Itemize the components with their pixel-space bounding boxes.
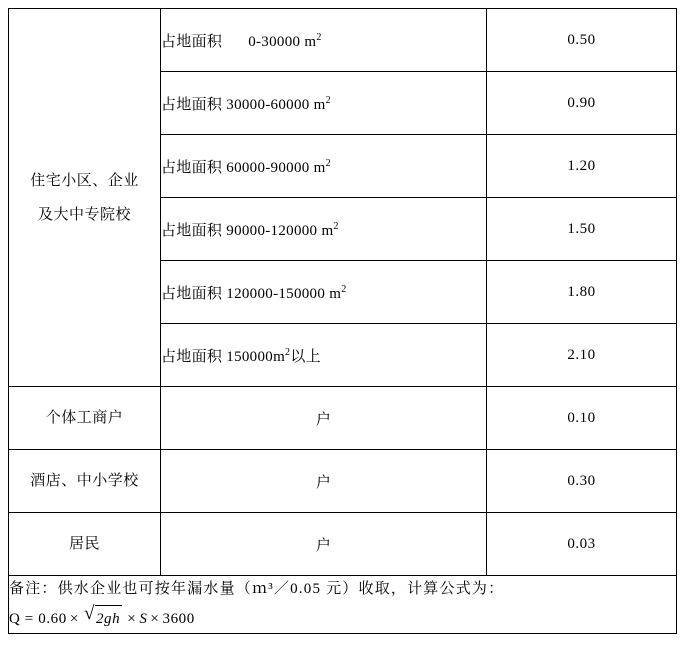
category-cell-hotel-school <box>9 450 161 513</box>
description-cell <box>161 324 487 387</box>
description-cell <box>161 198 487 261</box>
description-cell <box>161 261 487 324</box>
unit-exponent: 2 <box>325 157 331 169</box>
value-cell: 0.30 <box>487 450 677 513</box>
category-line-2: 及大中专院校 <box>37 206 131 223</box>
category-label: 酒店、中小学校 <box>30 473 139 489</box>
formula-area: S <box>139 611 148 627</box>
value-cell: 1.20 <box>487 135 677 198</box>
description-range: 150000m <box>226 348 286 365</box>
formula-equals: = <box>24 611 34 627</box>
table-row <box>9 513 677 576</box>
description-cell: 户 <box>161 387 487 450</box>
description-range: 0-30000 <box>248 33 301 50</box>
water-rate-table <box>8 8 677 634</box>
description-cell <box>161 72 487 135</box>
unit-exponent: 2 <box>325 94 331 106</box>
category-label: 个体工商户 <box>45 410 124 426</box>
description-cell <box>161 9 487 72</box>
description-unit: m <box>304 33 317 50</box>
description-range: 90000-120000 <box>226 222 318 239</box>
formula-sqrt <box>84 605 122 633</box>
description-unit: m <box>329 285 342 302</box>
description-cell <box>161 135 487 198</box>
category-cell-residential <box>9 9 161 387</box>
table-row <box>9 9 677 72</box>
value-cell: 0.03 <box>487 513 677 576</box>
category-cell-individual-business <box>9 387 161 450</box>
formula-times-1: × <box>69 611 79 627</box>
table-row <box>9 387 677 450</box>
description-prefix: 占地面积 <box>161 348 223 365</box>
unit-exponent: 2 <box>316 31 322 43</box>
formula-coefficient: 0.60 <box>38 611 67 627</box>
value-cell: 2.10 <box>487 324 677 387</box>
description-prefix: 占地面积 <box>161 159 223 176</box>
description-suffix: 以上 <box>290 348 321 365</box>
radical-sign: √ <box>83 603 95 624</box>
category-cell-resident <box>9 513 161 576</box>
value-cell: 0.50 <box>487 9 677 72</box>
value-cell: 1.80 <box>487 261 677 324</box>
description-prefix: 占地面积 <box>161 222 223 239</box>
description-range: 30000-60000 <box>226 96 310 113</box>
unit-exponent: 2 <box>341 283 347 295</box>
unit-exponent: 2 <box>333 220 339 232</box>
description-cell: 户 <box>161 513 487 576</box>
note-text: 备注：供水企业也可按年漏水量（ｍ³／0.05 元）收取，计算公式为： <box>9 581 505 597</box>
description-prefix: 占地面积 <box>161 96 223 113</box>
description-prefix: 占地面积 <box>161 33 223 50</box>
category-line-1: 住宅小区、企业 <box>30 172 139 189</box>
note-cell <box>9 576 677 634</box>
description-prefix: 占地面积 <box>161 285 223 302</box>
description-cell: 户 <box>161 450 487 513</box>
unit-exponent: 2 <box>285 346 291 358</box>
category-label: 居民 <box>68 536 100 552</box>
value-cell: 0.10 <box>487 387 677 450</box>
rate-table-document <box>0 8 684 646</box>
value-cell: 1.50 <box>487 198 677 261</box>
table-row <box>9 450 677 513</box>
formula-constant: 3600 <box>162 611 195 627</box>
description-unit: m <box>313 159 326 176</box>
note-formula <box>9 605 676 633</box>
formula-times-2: × <box>127 611 137 627</box>
description-range: 60000-90000 <box>226 159 310 176</box>
description-unit: m <box>321 222 334 239</box>
description-unit: m <box>313 96 326 113</box>
formula-sqrt-content: 2gh <box>95 605 122 633</box>
value-cell: 0.90 <box>487 72 677 135</box>
description-range: 120000-150000 <box>226 285 326 302</box>
formula-times-3: × <box>150 611 160 627</box>
formula-lhs: Q <box>9 611 21 627</box>
table-row-note <box>9 576 677 634</box>
